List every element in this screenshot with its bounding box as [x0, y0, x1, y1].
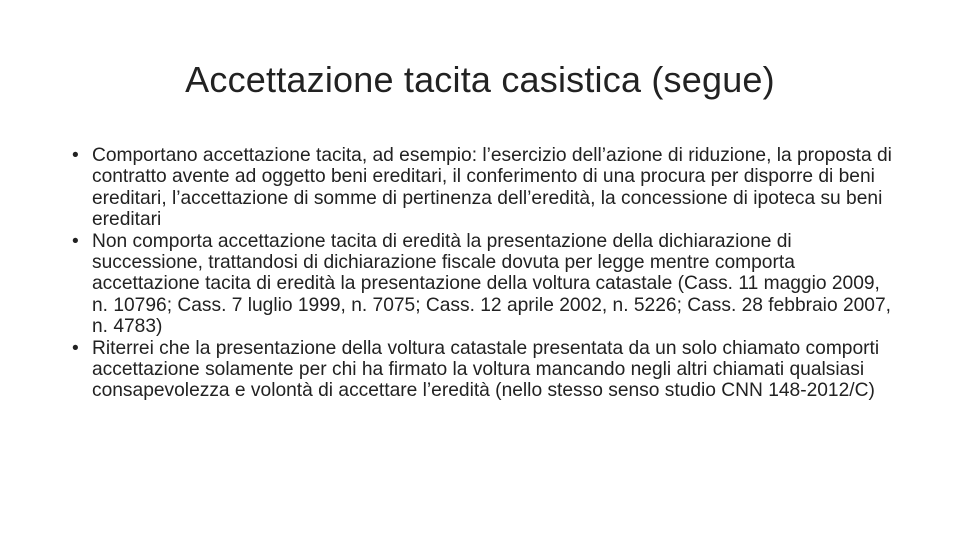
bullet-list [72, 145, 892, 402]
slide-title: Accettazione tacita casistica (segue) [185, 59, 775, 100]
bullet-icon: • [72, 337, 79, 359]
bullet-text: Non comporta accettazione tacita di eredità la presentazione della dichiarazione di successione, trattandosi di dichiarazione fiscale dovuta per legge mentre comporta accettazione tacita di eredità la presentazione della voltura catastale (Cass. 11 maggio 2009, n. 10796; Cass. 7 luglio 1999, n. 7075; Cass. 12 aprile 2002, n. 5226; Cass. 28 febbraio 2007, n. 4783) [92, 230, 891, 338]
bullet-item [72, 338, 892, 402]
bullet-item [72, 231, 892, 338]
bullet-icon: • [72, 230, 79, 252]
bullet-item [72, 145, 892, 231]
bullet-text: Comportano accettazione tacita, ad esempio: l’esercizio dell’azione di riduzione, la proposta di contratto avente ad oggetto beni ereditari, il conferimento di una procura per disporre di beni ereditari, l’accettazione di somme di pertinenza dell’eredità, la concessione di ipoteca su beni ereditari [92, 145, 892, 231]
bullet-icon: • [72, 145, 79, 166]
bullet-text: Riterrei che la presentazione della voltura catastale presentata da un solo chiamato comporti accettazione solamente per chi ha firmato la voltura mancando negli altri chiamati qualsiasi consapevolezza e volontà di accettare l’eredità (nello stesso senso studio CNN 148-2012/C) [92, 337, 880, 402]
